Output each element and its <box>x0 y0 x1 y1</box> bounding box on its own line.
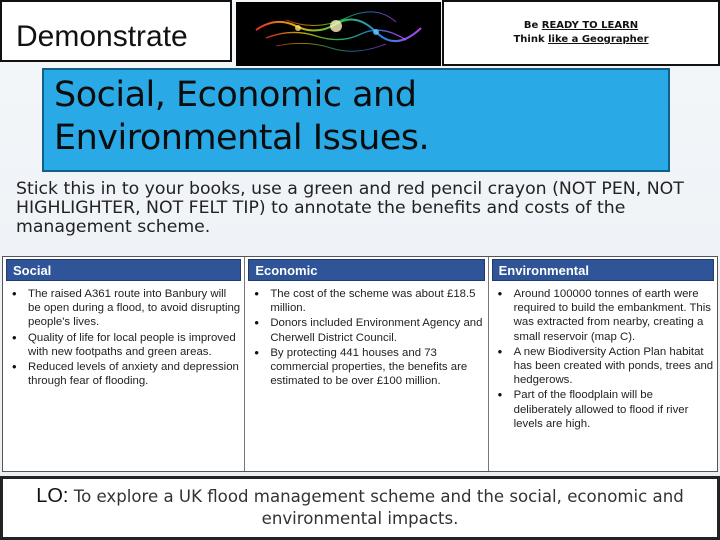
demonstrate-label-box <box>0 0 232 62</box>
social-column <box>3 257 245 471</box>
lo-label: LO: <box>36 485 69 507</box>
social-header: Social <box>6 259 241 281</box>
social-item: • Quality of life for local people is improved with new footpaths and green areas. <box>6 331 241 359</box>
economic-item: • By protecting 441 houses and 73 commercial properties, the benefits are estimated to be over £100 million. <box>248 346 484 389</box>
world-map-banner-image <box>236 2 441 66</box>
environmental-item: • Around 100000 tonnes of earth were required to build the embankment. This was extracted from nearby, creating a small reservoir (map C). <box>492 287 714 344</box>
social-item: • Reduced levels of anxiety and depression through fear of flooding. <box>6 360 241 388</box>
page-title-line-2: Environmental Issues. <box>54 118 430 158</box>
instructions-text: Stick this in to your books, use a green and red pencil crayon (NOT PEN, NOT HIGHLIGHTER, NOT FELT TIP) to annotate the benefits and costs of the management scheme. <box>16 179 684 237</box>
economic-column <box>245 257 488 471</box>
ready-line-1 <box>524 19 638 34</box>
economic-item: • Donors included Environment Agency and Cherwell District Council. <box>248 316 484 344</box>
economic-item: • The cost of the scheme was about £18.5 million. <box>248 287 484 315</box>
environmental-item: • A new Biodiversity Action Plan habitat has been created with ponds, trees and hedgerows. <box>492 345 714 388</box>
economic-header: Economic <box>248 259 484 281</box>
issues-table <box>2 256 718 472</box>
environmental-item: • Part of the floodplain will be deliberately allowed to flood if river levels are high. <box>492 388 714 431</box>
learning-objective-box <box>0 476 720 540</box>
ready-prefix: Be <box>523 19 542 31</box>
ready-to-learn-box <box>442 0 720 66</box>
lo-text: To explore a UK flood management scheme and the social, economic and environmental impacts. <box>68 487 684 528</box>
page-title-line-1: Social, Economic and <box>54 75 417 115</box>
demonstrate-label: Demonstrate <box>16 20 188 53</box>
ready-line-2 <box>513 33 648 48</box>
like-a-geographer-link[interactable]: like a Geographer <box>548 34 649 45</box>
environmental-column <box>489 257 717 471</box>
social-item: • The raised A361 route into Banbury will be open during a flood, to avoid disrupting people's lives. <box>6 287 241 330</box>
environmental-header: Environmental <box>492 259 714 281</box>
ready-to-learn-link[interactable]: READY TO LEARN <box>541 19 639 31</box>
page-title-box <box>42 68 670 172</box>
think-prefix: Think <box>513 34 549 45</box>
